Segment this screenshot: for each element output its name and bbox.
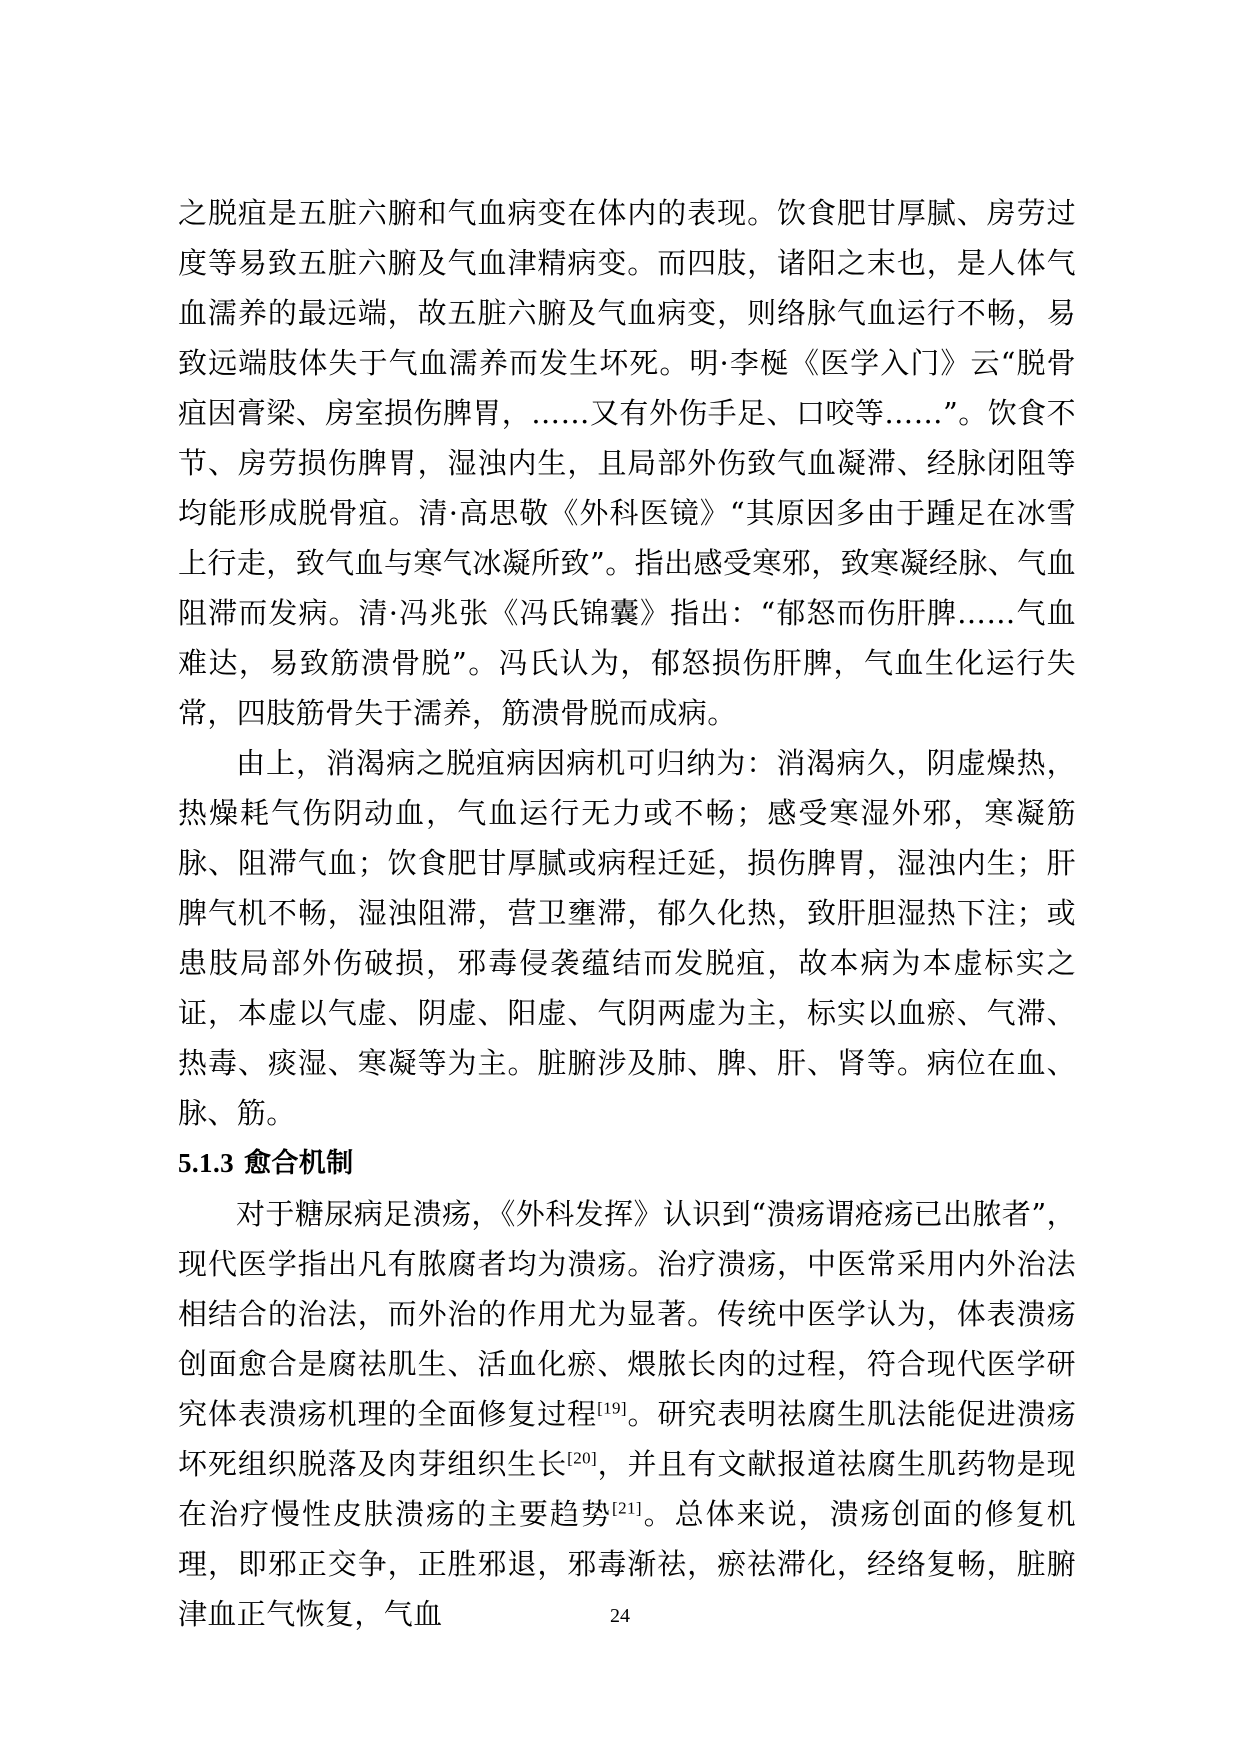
paragraph-text: 。总体来说，溃疡创面的修复机理，即邪正交争，正胜邪退，邪毒渐祛，瘀祛滞化，经络复畅，脏腑津血正气恢复，气血 <box>178 1497 1076 1631</box>
body-text <box>178 188 1076 1639</box>
paragraph-text: 。研究表明祛腐生肌法能促进溃疡坏死组织脱落及肉芽组织生长 <box>178 1397 1076 1481</box>
paragraph-healing <box>178 1189 1076 1639</box>
citation-21[interactable]: [21] <box>612 1498 642 1518</box>
paragraph-text: ，并且有文献报道祛腐生肌药物是现在治疗慢性皮肤溃疡的主要趋势 <box>178 1447 1077 1531</box>
citation-19[interactable]: [19] <box>597 1398 627 1418</box>
paragraph-continuation: 之脱疽是五脏六腑和气血病变在体内的表现。饮食肥甘厚腻、房劳过度等易致五脏六腑及气血津精病变。而四肢，诸阳之末也，是人体气血濡养的最远端，故五脏六腑及气血病变，则络脉气血运行不畅，易致远端肢体失于气血濡养而发生坏死。明·李梴《医学入门》云“脱骨疽因膏梁、房室损伤脾胃，……又有外伤手足、口咬等……”。饮食不节、房劳损伤脾胃，湿浊内生，且局部外伤致气血凝滞、经脉闭阻等均能形成脱骨疽。清·高思敬《外科医镜》“其原因多由于踵足在冰雪上行走，致气血与寒气冰凝所致”。指出感受寒邪，致寒凝经脉、气血阻滞而发病。清·冯兆张《冯氏锦囊》指出：“郁怒而伤肝脾……气血难达，易致筋溃骨脱”。冯氏认为，郁怒损伤肝脾，气血生化运行失常，四肢筋骨失于濡养，筋溃骨脱而成病。 <box>178 196 1076 730</box>
section-heading <box>178 1138 1076 1189</box>
section-number: 5.1.3 <box>178 1148 234 1178</box>
citation-20[interactable]: [20] <box>567 1448 598 1468</box>
paragraph-text: 对于糖尿病足溃疡，《外科发挥》认识到“溃疡谓疮疡已出脓者”，现代医学指出凡有脓腐者均为溃疡。治疗溃疡，中医常采用内外治法相结合的治法，而外治的作用尤为显著。传统中医学认为，体表溃疡创面愈合是腐祛肌生、活血化瘀、煨脓长肉的过程，符合现代医学研究体表溃疡机理的全面修复过程 <box>178 1197 1076 1431</box>
section-title: 愈合机制 <box>244 1148 354 1179</box>
page-number: 24 <box>610 1605 630 1627</box>
paragraph-summary: 由上，消渴病之脱疽病因病机可归纳为：消渴病久，阴虚燥热，热燥耗气伤阴动血，气血运行无力或不畅；感受寒湿外邪，寒凝筋脉、阻滞气血；饮食肥甘厚腻或病程迁延，损伤脾胃，湿浊内生；肝脾气机不畅，湿浊阻滞，营卫壅滞，郁久化热，致肝胆湿热下注；或患肢局部外伤破损，邪毒侵袭蕴结而发脱疽，故本病为本虚标实之证，本虚以气虚、阴虚、阳虚、气阴两虚为主，标实以血瘀、气滞、热毒、痰湿、寒凝等为主。脏腑涉及肺、脾、肝、肾等。病位在血、脉、筋。 <box>178 746 1076 1130</box>
